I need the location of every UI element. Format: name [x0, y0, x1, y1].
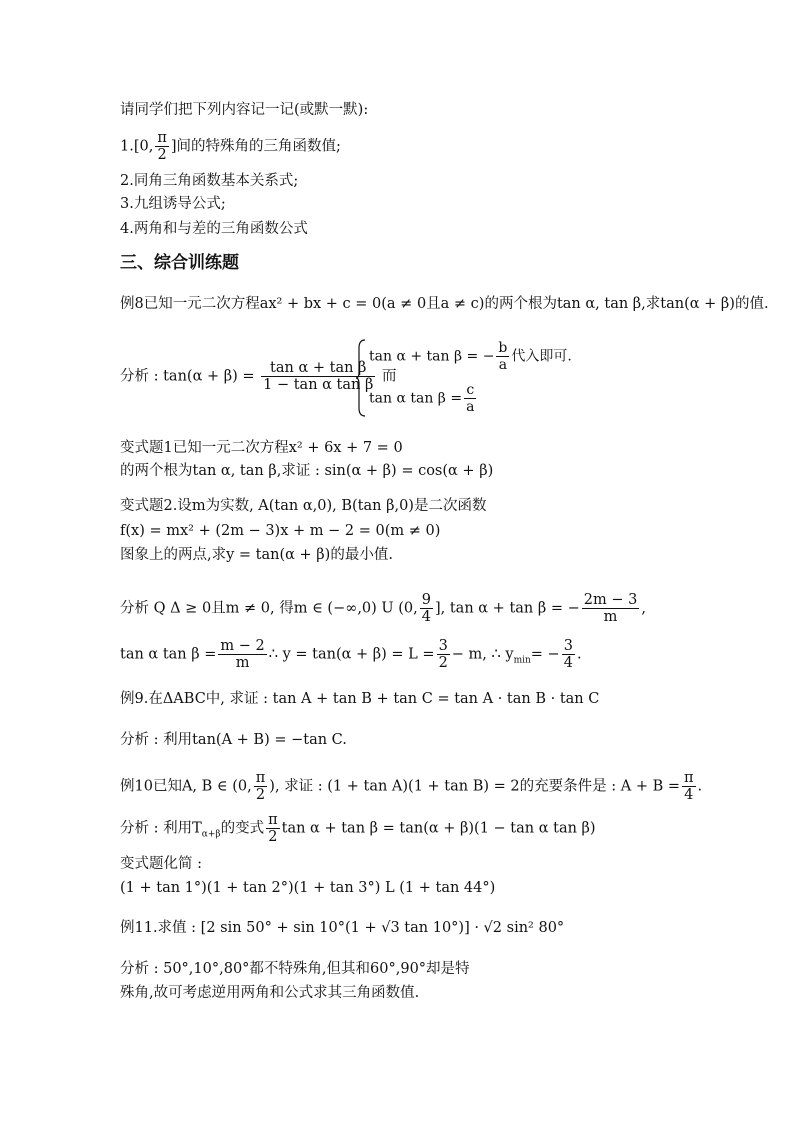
analysis-1-mid: ], tan α + tan β = −	[434, 600, 580, 617]
example-10-analysis-mid: 的变式	[220, 820, 265, 837]
fraction-num: c	[464, 382, 476, 399]
fraction	[218, 638, 266, 671]
fraction	[266, 812, 280, 845]
analysis-mid: 而	[381, 368, 397, 385]
simplify-title: 变式题化简 :	[120, 856, 202, 872]
example-11-analysis-1: 分析 : 50°,10°,80°都不特殊角,但其和60°,90°却是特	[120, 961, 470, 977]
fraction-num: π	[157, 130, 167, 146]
analysis-2-post: .	[576, 646, 582, 663]
analysis-1-pre: 分析 Q Δ ≥ 0且m ≠ 0, 得m ∈ (−∞,0) U (0,	[120, 600, 418, 617]
fraction-num: tan α + tan β	[261, 360, 375, 377]
fraction-num: m − 2	[220, 638, 265, 654]
list-item-2: 2.同角三角函数基本关系式;	[120, 173, 299, 189]
example-10-pre: 例10已知A, B ∈ (0,	[120, 778, 252, 795]
list-item-1	[120, 130, 341, 163]
fraction-den: 2	[268, 829, 278, 845]
fraction-num: π	[684, 770, 694, 786]
analysis-pre: 分析 : tan(α + β) =	[120, 368, 255, 385]
example-10	[120, 770, 702, 803]
example-10-analysis	[120, 812, 596, 845]
fraction-num: π	[255, 770, 266, 786]
fraction	[437, 638, 450, 671]
simplify-expression: (1 + tan 1°)(1 + tan 2°)(1 + tan 3°) L (1 + tan 44°)	[120, 880, 496, 896]
variant-1-line-1: 变式题1已知一元二次方程x² + 6x + 7 = 0	[120, 440, 403, 456]
list-item-3: 3.九组诱导公式;	[120, 196, 226, 212]
fraction-den: m	[603, 609, 618, 625]
analysis-2-pre: tan α tan β =	[120, 646, 217, 663]
fraction	[254, 770, 268, 803]
variant-2-line-2: f(x) = mx² + (2m − 3)x + m − 2 = 0(m ≠ 0)	[120, 523, 441, 539]
variant-1-line-2: 的两个根为tan α, tan β,求证 : sin(α + β) = cos(α + β)	[120, 463, 494, 479]
system-line-1-pre: tan α + tan β = −	[369, 348, 495, 365]
fraction-num: 3	[563, 638, 573, 654]
subscript: α+β	[201, 829, 221, 840]
example-10-mid: ), 求证 : (1 + tan A)(1 + tan B) = 2的充要条件是 : A + B =	[269, 778, 680, 795]
fraction-num: 2m − 3	[583, 592, 638, 608]
system-line-1-post: 代入即可.	[511, 348, 572, 365]
fraction	[464, 382, 476, 415]
analysis-1-post: ,	[641, 600, 646, 617]
fraction-den: 1 − tan α tan β	[263, 377, 374, 393]
item1-post: ]间的特殊角的三角函数值;	[170, 138, 341, 155]
intro-line: 请同学们把下列内容记一记(或默一默):	[120, 102, 369, 118]
fraction-den: 2	[438, 655, 448, 671]
fraction-den: 2	[255, 787, 266, 803]
subscript: min	[513, 655, 531, 666]
item1-pre: 1.[0,	[120, 138, 154, 155]
fraction-den: 4	[563, 655, 573, 671]
list-item-4: 4.两角和与差的三角函数公式	[120, 221, 308, 237]
system-line-2	[369, 382, 478, 415]
fraction-num: π	[268, 812, 278, 828]
analysis-2-mid2: − m, ∴ y	[451, 646, 514, 663]
fraction-num: 3	[438, 638, 448, 654]
fraction-den: m	[235, 655, 250, 671]
analysis-2-mid3: = −	[530, 646, 560, 663]
fraction-num: 9	[421, 592, 431, 608]
example-11-analysis-2: 殊角,故可考虑逆用两角和公式求其三角函数值.	[120, 985, 420, 1001]
variant-2-analysis-1	[120, 592, 646, 625]
brace-icon	[355, 338, 367, 418]
example-8: 例8已知一元二次方程ax² + bx + c = 0(a ≠ 0且a ≠ c)的两个根为tan α, tan β,求tan(α + β)的值.	[120, 296, 769, 312]
example-10-analysis-post: tan α + tan β = tan(α + β)(1 − tan α tan β)	[281, 820, 596, 837]
example-9-analysis: 分析 : 利用tan(A + B) = −tan C.	[120, 732, 347, 748]
equation-system	[355, 338, 572, 418]
fraction	[682, 770, 696, 803]
fraction-den: a	[466, 399, 475, 415]
fraction	[496, 340, 509, 373]
fraction	[155, 130, 169, 163]
example-10-post: .	[697, 778, 703, 795]
fraction	[582, 592, 640, 625]
section-title: 三、综合训练题	[120, 253, 239, 273]
variant-2-line-3: 图象上的两点,求y = tan(α + β)的最小值.	[120, 547, 393, 563]
system-line-1	[369, 340, 572, 373]
fraction	[420, 592, 433, 625]
variant-2-analysis-2	[120, 638, 582, 671]
fraction-den: 4	[684, 787, 694, 803]
fraction-den: 2	[157, 147, 167, 163]
example-11: 例11.求值 : [2 sin 50° + sin 10°(1 + √3 tan 10°)] · √2 sin² 80°	[120, 920, 565, 936]
fraction-den: a	[498, 357, 508, 373]
fraction-den: 4	[421, 609, 431, 625]
example-9: 例9.在ΔABC中, 求证 : tan A + tan B + tan C = tan A · tan B · tan C	[120, 691, 600, 707]
variant-2-line-1: 变式题2.设m为实数, A(tan α,0), B(tan β,0)是二次函数	[120, 498, 487, 514]
system-line-2-pre: tan α tan β =	[369, 390, 463, 407]
example-10-analysis-pre: 分析 : 利用T	[120, 820, 202, 837]
analysis-2-mid: ∴ y = tan(α + β) = L =	[268, 646, 435, 663]
fraction-num: b	[498, 340, 508, 356]
fraction	[562, 638, 575, 671]
